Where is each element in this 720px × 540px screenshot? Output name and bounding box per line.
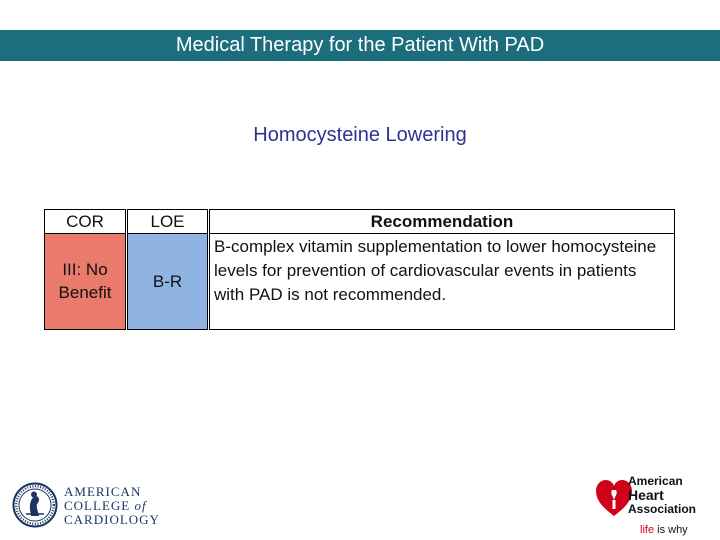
acc-logo xyxy=(12,482,162,530)
aha-tagline-life: life xyxy=(640,524,655,536)
acc-line2-a: COLLEGE xyxy=(64,498,135,513)
cor-value-line1: III: No xyxy=(62,259,108,279)
loe-header: LOE xyxy=(127,209,208,234)
acc-line2 xyxy=(64,499,160,513)
title-banner xyxy=(0,30,720,61)
acc-wordmark xyxy=(64,485,160,527)
cor-header: COR xyxy=(44,209,126,234)
acc-seal-icon xyxy=(12,482,58,528)
slide-title: Medical Therapy for the Patient With PAD xyxy=(175,34,545,56)
aha-tagline xyxy=(640,524,688,536)
recommendation-header: Recommendation xyxy=(209,209,675,234)
loe-value: B-R xyxy=(152,271,183,291)
section-subtitle: Homocysteine Lowering xyxy=(253,124,467,146)
recommendation-text: B-complex vitamin supplementation to lower homocysteine levels for prevention of cardiovascular events in patients with PAD is not recommended. xyxy=(214,237,657,304)
recommendation-table xyxy=(44,209,675,330)
recommendation-cell xyxy=(209,234,675,330)
acc-line3: CARDIOLOGY xyxy=(64,512,160,527)
acc-line2-b: of xyxy=(134,498,147,513)
aha-logo xyxy=(592,468,720,540)
acc-line1: AMERICAN xyxy=(64,484,142,499)
loe-value-cell xyxy=(127,234,208,330)
aha-line1: American xyxy=(628,474,683,488)
cor-value-cell xyxy=(44,234,126,330)
aha-line2: Heart xyxy=(628,487,664,503)
aha-line3: Association xyxy=(628,502,697,516)
aha-wordmark xyxy=(628,475,696,516)
aha-tagline-rest: is why xyxy=(654,524,688,536)
cor-value-line2: Benefit xyxy=(58,282,112,302)
